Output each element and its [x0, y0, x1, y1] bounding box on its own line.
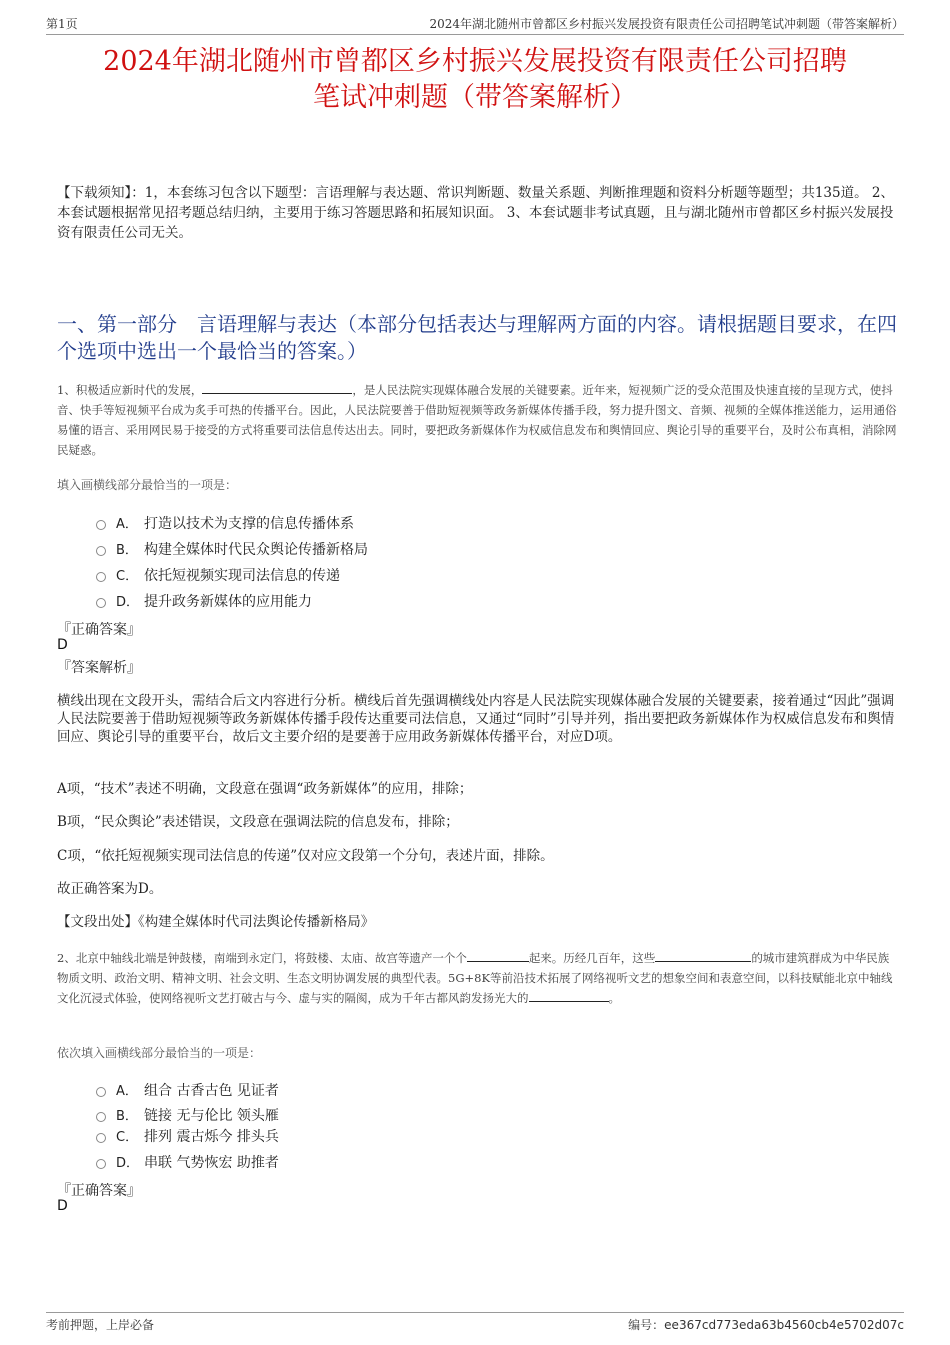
q1-option-b[interactable]: B． 构建全媒体时代民众舆论传播新格局: [96, 539, 368, 559]
q1-answer-label: 『正确答案』: [57, 622, 141, 638]
radio-icon[interactable]: [96, 1133, 106, 1143]
q2-option-a[interactable]: A． 组合 古香古色 见证者: [96, 1080, 279, 1100]
section-heading: 一、第一部分 言语理解与表达（本部分包括表达与理解两方面的内容。请根据题目要求，在四个选项中选出一个最恰当的答案。）: [57, 312, 897, 363]
header-doc-title: 2024年湖北随州市曾都区乡村振兴发展投资有限责任公司招聘笔试冲刺题（带答案解析）: [429, 17, 904, 31]
fill-blank: [202, 380, 352, 394]
question-1-stem: [57, 380, 897, 460]
q1-option-c-analysis: C项，“依托短视频实现司法信息的传递”仅对应文段第一个分句，表述片面，排除。: [57, 848, 554, 864]
fill-blank: [529, 988, 609, 1002]
question-2-stem: 2、北京中轴线北端是钟鼓楼，南端到永定门，将鼓楼、太庙、故宫等遗产一个个 起来。历经几百年，这些 的城市建筑群成为中华民族物质文明、政治文明、精神文明、社会文明、生态文明协调发展的典型代表。5G+8K等前沿技术拓展了网络视听文艺的想象空间和表意空间，以科技赋能北京中轴线文化沉浸式体验，使网络视听文艺打破古与今、虚与实的隔阂，成为千年古都风韵发扬光大的 。: [57, 948, 897, 1008]
q2-option-c[interactable]: C． 排列 震古烁今 排头兵: [96, 1126, 279, 1146]
q1-analysis: 横线出现在文段开头，需结合后文内容进行分析。横线后首先强调横线处内容是人民法院实现媒体融合发展的关键要素，接着通过“因此”强调人民法院要善于借助短视频等政务新媒体传播手段传达重要司法信息，又通过“同时”引导并列，指出要把政务新媒体作为权威信息发布和舆情回应、舆论引导的重要平台，故后文主要介绍的是要善于应用政务新媒体传播平台，对应D项。: [57, 693, 895, 745]
q1-text: ，是人民法院实现媒体融合发展的关键要素。近年来，短视频广泛的受众范围及快速直接的呈现方式，使抖音、快手等短视频平台成为炙手可热的传播平台。因此，人民法院要善于借助短视频等政务新媒体传播手段，努力提升图文、音频、视频的全媒体推送能力，运用通俗易懂的语言、采用网民易于接受的方式将重要司法信息传达出去。同时，要把政务新媒体作为权威信息发布和舆情回应、舆论引导的重要平台，及时公布真相，消除网民疑惑。: [57, 383, 897, 457]
footer-slogan: 考前押题，上岸必备: [46, 1318, 155, 1332]
radio-icon[interactable]: [96, 520, 106, 530]
q1-analysis-label: 『答案解析』: [57, 660, 141, 676]
radio-icon[interactable]: [96, 572, 106, 582]
q1-prompt: 填入画横线部分最恰当的一项是：: [57, 478, 238, 492]
q1-option-b-analysis: B项，“民众舆论”表述错误，文段意在强调法院的信息发布，排除；: [57, 814, 459, 830]
q2-prompt: 依次填入画横线部分最恰当的一项是：: [57, 1046, 262, 1060]
radio-icon[interactable]: [96, 1159, 106, 1169]
q2-answer-label: 『正确答案』: [57, 1183, 141, 1199]
q1-option-c[interactable]: C． 依托短视频实现司法信息的传递: [96, 565, 340, 585]
document-title: [30, 44, 920, 116]
footer-id: [628, 1316, 904, 1333]
radio-icon[interactable]: [96, 598, 106, 608]
footer-id-code: ee367cd773eda63b4560cb4e5702d07c: [664, 1318, 904, 1332]
fill-blank: [655, 948, 751, 962]
radio-icon[interactable]: [96, 1112, 106, 1122]
q1-conclusion: 故正确答案为D。: [57, 881, 163, 897]
q1-option-d[interactable]: D． 提升政务新媒体的应用能力: [96, 591, 312, 611]
page-header: [46, 12, 904, 35]
radio-icon[interactable]: [96, 1087, 106, 1097]
footer-divider: [46, 1312, 904, 1313]
q1-prefix: 1、积极适应新时代的发展，: [57, 383, 203, 397]
title-line-2: 笔试冲刺题（带答案解析）: [313, 82, 637, 113]
title-line-1: 2024年湖北随州市曾都区乡村振兴发展投资有限责任公司招聘: [103, 46, 847, 77]
q2-option-d[interactable]: D． 串联 气势恢宏 助推者: [96, 1152, 279, 1172]
q2-answer: D: [57, 1198, 68, 1214]
download-notice: 【下载须知】：1，本套练习包含以下题型：言语理解与表达题、常识判断题、数量关系题、判断推理题和资料分析题等题型；共135道。 2、本套试题根据常见招考题总结归纳，主要用于练习答题思路和拓展知识面。 3、本套试题非考试真题，且与湖北随州市曾都区乡村振兴发展投资有限责任公司无关。: [57, 185, 894, 241]
radio-icon[interactable]: [96, 546, 106, 556]
q1-answer: D: [57, 637, 68, 653]
q1-option-a-analysis: A项，“技术”表述不明确，文段意在强调“政务新媒体”的应用，排除；: [57, 781, 473, 797]
page-number: 第1页: [46, 17, 78, 31]
fill-blank: [467, 948, 529, 962]
q2-option-b[interactable]: B． 链接 无与伦比 领头雁: [96, 1105, 279, 1125]
footer-id-label: 编号：: [628, 1318, 665, 1332]
q1-option-a[interactable]: A． 打造以技术为支撑的信息传播体系: [96, 513, 354, 533]
q1-source: 【文段出处】《构建全媒体时代司法舆论传播新格局》: [57, 914, 375, 930]
